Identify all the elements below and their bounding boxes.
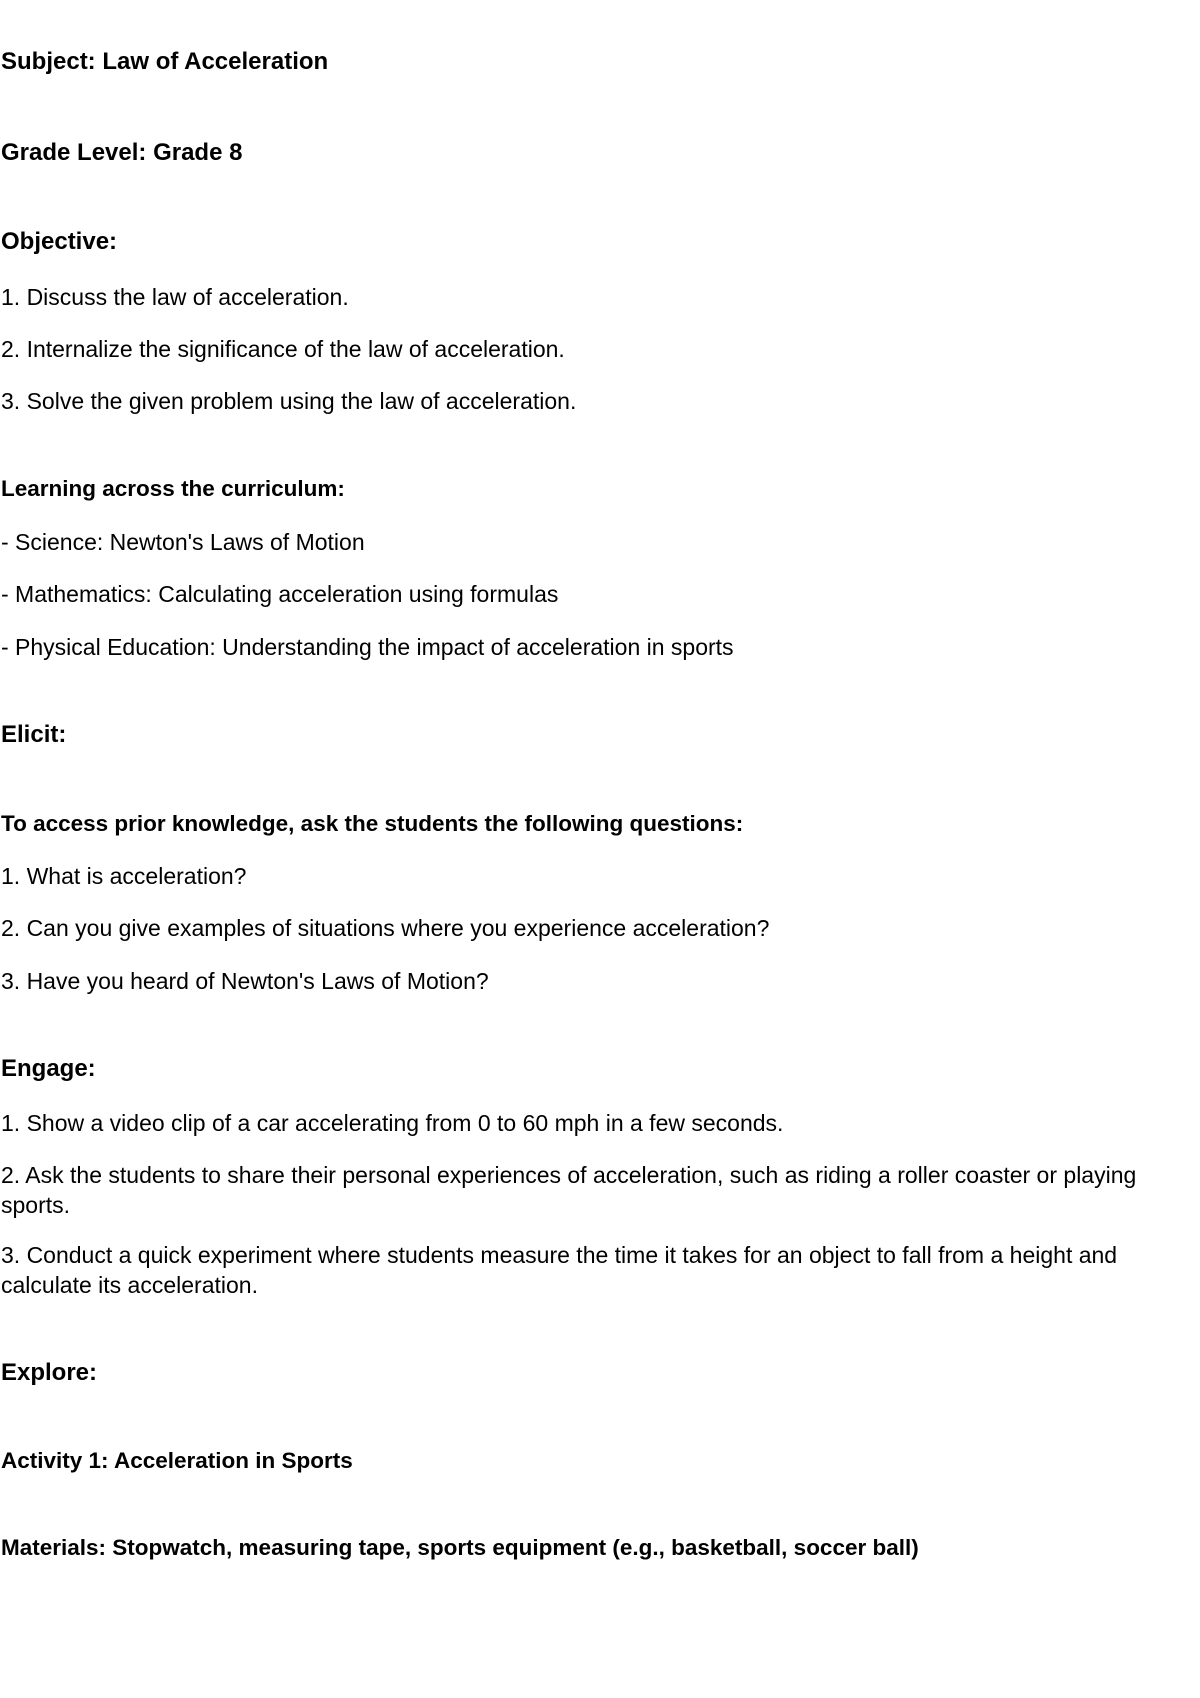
engage-heading: Engage:	[1, 1055, 96, 1082]
engage-item-3: 3. Conduct a quick experiment where students measure the time it takes for an object to fall from a height and calculate its acceleration.	[1, 1242, 1118, 1298]
grade-level-heading: Grade Level: Grade 8	[1, 139, 243, 166]
elicit-heading: Elicit:	[1, 721, 67, 748]
curriculum-item-mathematics: - Mathematics: Calculating acceleration using formulas	[1, 581, 559, 607]
curriculum-heading: Learning across the curriculum:	[1, 476, 345, 501]
curriculum-item-science: - Science: Newton's Laws of Motion	[1, 529, 365, 555]
objective-item-1: 1. Discuss the law of acceleration.	[1, 284, 349, 310]
activity-1-title: Activity 1: Acceleration in Sports	[1, 1448, 353, 1473]
objective-item-3: 3. Solve the given problem using the law of acceleration.	[1, 388, 577, 414]
engage-item-1: 1. Show a video clip of a car accelerating from 0 to 60 mph in a few seconds.	[1, 1110, 784, 1136]
materials-list: Materials: Stopwatch, measuring tape, sports equipment (e.g., basketball, soccer ball)	[1, 1535, 919, 1560]
engage-item-2: 2. Ask the students to share their personal experiences of acceleration, such as riding a roller coaster or playing sports.	[1, 1162, 1137, 1218]
elicit-question-3: 3. Have you heard of Newton's Laws of Motion?	[1, 968, 489, 994]
elicit-question-1: 1. What is acceleration?	[1, 863, 247, 889]
explore-heading: Explore:	[1, 1359, 98, 1386]
subject-heading: Subject: Law of Acceleration	[1, 48, 329, 75]
curriculum-item-physical-education: - Physical Education: Understanding the impact of acceleration in sports	[1, 634, 734, 660]
objective-item-2: 2. Internalize the significance of the law of acceleration.	[1, 336, 565, 362]
elicit-question-2: 2. Can you give examples of situations where you experience acceleration?	[1, 915, 770, 941]
objective-heading: Objective:	[1, 228, 118, 255]
elicit-intro: To access prior knowledge, ask the students the following questions:	[1, 811, 744, 836]
